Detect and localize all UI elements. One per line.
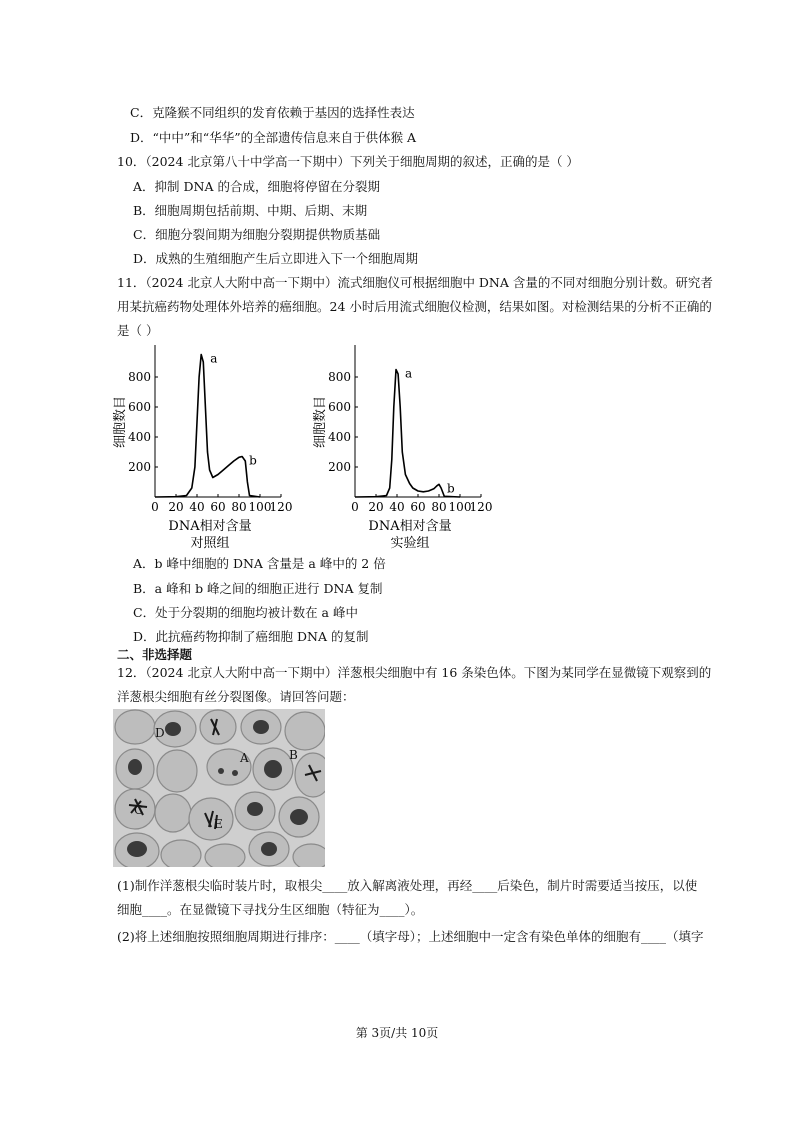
x-tick-label: 20 xyxy=(168,500,184,514)
q11-option-c: C．处于分裂期的细胞均被计数在 a 峰中 xyxy=(133,605,358,620)
x-tick-label: 120 xyxy=(269,500,293,514)
q10-option-b: B．细胞周期包括前期、中期、后期、末期 xyxy=(133,203,368,218)
x-tick-label: 100 xyxy=(448,500,472,514)
q11-option-b: B．a 峰和 b 峰之间的细胞正进行 DNA 复制 xyxy=(133,581,383,596)
q11-stem-line3: 是（ ） xyxy=(117,323,159,338)
x-tick-label: 20 xyxy=(368,500,384,514)
x-tick-label: 0 xyxy=(351,500,359,514)
x-tick-label: 100 xyxy=(248,500,272,514)
x-tick-label: 40 xyxy=(189,500,205,514)
y-axis-label: 细胞数目 xyxy=(113,395,128,449)
q12-part1-line1: (1)制作洋葱根尖临时装片时，取根尖____放入解离液处理，再经____后染色，制片时需要适当按压，以使 xyxy=(117,878,698,893)
y-tick-label: 600 xyxy=(128,400,151,414)
peak-label-a: a xyxy=(210,351,218,366)
chart-experiment-group xyxy=(310,340,500,555)
x-tick-label: 0 xyxy=(151,500,159,514)
x-tick-label: 60 xyxy=(210,500,226,514)
y-tick-label: 200 xyxy=(128,460,151,474)
q12-stem-line2: 洋葱根尖细胞有丝分裂图像。请回答问题： xyxy=(117,689,355,704)
peak-label-a: a xyxy=(405,366,413,381)
chart-caption: 对照组 xyxy=(190,536,230,551)
micrograph-onion-root-tip xyxy=(113,709,325,867)
dna-distribution-curve xyxy=(155,355,260,498)
cell-label-c: C xyxy=(134,803,144,817)
micrograph-cells xyxy=(113,709,325,867)
q11-option-a: A．b 峰中细胞的 DNA 含量是 a 峰中的 2 倍 xyxy=(133,556,386,571)
q10-stem: 10．（2024 北京第八十中学高一下期中）下列关于细胞周期的叙述，正确的是（ ） xyxy=(117,154,579,169)
x-tick-label: 80 xyxy=(231,500,247,514)
q11-option-d: D．此抗癌药物抑制了癌细胞 DNA 的复制 xyxy=(133,629,369,644)
q11-stem-line1: 11．（2024 北京人大附中高一下期中）流式细胞仪可根据细胞中 DNA 含量的不同对细胞分别计数。研究者 xyxy=(117,275,713,290)
x-tick-label: 120 xyxy=(469,500,493,514)
y-axis-label: 细胞数目 xyxy=(313,395,328,449)
q12-stem-line1: 12．（2024 北京人大附中高一下期中）洋葱根尖细胞中有 16 条染色体。下图为某同学在显微镜下观察到的 xyxy=(117,665,712,680)
q11-stem-line2: 用某抗癌药物处理体外培养的癌细胞。24 小时后用流式细胞仪检测，结果如图。对检测结果的分析不正确的 xyxy=(117,299,712,314)
y-tick-label: 200 xyxy=(328,460,351,474)
cell-label-b: B xyxy=(289,748,298,762)
chart-control-group xyxy=(110,340,300,555)
x-axis-label: DNA相对含量 xyxy=(168,519,252,534)
page-footer: 第 3页/共 10页 xyxy=(355,1026,439,1040)
y-tick-label: 600 xyxy=(328,400,351,414)
peak-label-b: b xyxy=(249,453,257,468)
y-tick-label: 400 xyxy=(328,430,351,444)
peak-label-b: b xyxy=(447,481,455,496)
y-tick-label: 800 xyxy=(328,370,351,384)
dna-distribution-curve xyxy=(355,370,460,498)
x-tick-label: 80 xyxy=(431,500,447,514)
cell-label-a: A xyxy=(240,751,249,765)
q12-part1-line2: 细胞____。在显微镜下寻找分生区细胞（特征为____）。 xyxy=(117,902,424,917)
y-tick-label: 400 xyxy=(128,430,151,444)
q10-option-a: A．抑制 DNA 的合成，细胞将停留在分裂期 xyxy=(133,179,380,194)
x-axis-label: DNA相对含量 xyxy=(368,519,452,534)
q9-option-c: C．克隆猴不同组织的发育依赖于基因的选择性表达 xyxy=(130,105,415,120)
section-heading: 二、非选择题 xyxy=(117,647,193,662)
y-tick-label: 800 xyxy=(128,370,151,384)
x-tick-label: 60 xyxy=(410,500,426,514)
cell-label-e: E xyxy=(214,817,223,831)
q10-option-c: C．细胞分裂间期为细胞分裂期提供物质基础 xyxy=(133,227,381,242)
q9-option-d: D．“中中”和“华华”的全部遗传信息来自于供体猴 A xyxy=(130,130,417,145)
q10-option-d: D．成熟的生殖细胞产生后立即进入下一个细胞周期 xyxy=(133,251,419,266)
q12-part2-line1: (2)将上述细胞按照细胞周期进行排序：____（填字母）；上述细胞中一定含有染色单体的细胞有____（填字 xyxy=(117,929,704,944)
cell-label-d: D xyxy=(155,726,165,740)
chart-caption: 实验组 xyxy=(390,536,430,551)
x-tick-label: 40 xyxy=(389,500,405,514)
